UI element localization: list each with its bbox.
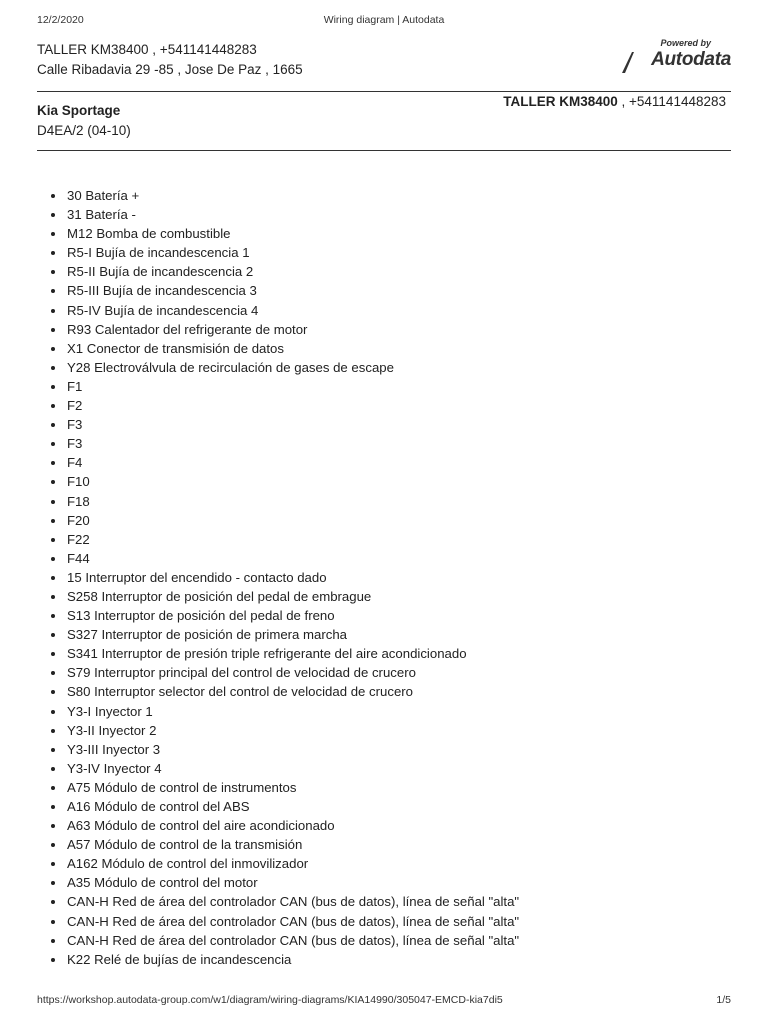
list-item: F18 xyxy=(67,492,519,511)
vehicle-divider xyxy=(37,150,731,151)
shop-phone: , +541141448283 xyxy=(617,94,726,109)
list-item: F1 xyxy=(67,377,519,396)
list-item: CAN-H Red de área del controlador CAN (bus de datos), línea de señal "alta" xyxy=(67,931,519,950)
list-item: S79 Interruptor principal del control de velocidad de crucero xyxy=(67,663,519,682)
print-footer xyxy=(37,994,731,1008)
list-item: S80 Interruptor selector del control de velocidad de crucero xyxy=(67,682,519,701)
shop-name-phone: TALLER KM38400 , +541141448283 xyxy=(37,42,257,57)
print-header xyxy=(37,14,731,30)
list-item: R5-III Bujía de incandescencia 3 xyxy=(67,281,519,300)
print-page-title: Wiring diagram | Autodata xyxy=(323,14,445,26)
list-item: Y3-III Inyector 3 xyxy=(67,740,519,759)
list-item: Y3-I Inyector 1 xyxy=(67,702,519,721)
list-item: 31 Batería - xyxy=(67,205,519,224)
list-item: Y3-II Inyector 2 xyxy=(67,721,519,740)
list-item: 15 Interruptor del encendido - contacto dado xyxy=(67,568,519,587)
header-divider xyxy=(37,91,731,92)
shop-name: TALLER KM38400 xyxy=(503,94,618,109)
list-item: A162 Módulo de control del inmovilizador xyxy=(67,854,519,873)
autodata-logo xyxy=(621,38,731,78)
vehicle-engine-code: D4EA/2 (04-10) xyxy=(37,123,131,138)
autodata-brand: Autodata xyxy=(651,49,731,70)
list-item: K22 Relé de bujías de incandescencia xyxy=(67,950,519,969)
list-item: F3 xyxy=(67,434,519,453)
list-item: S258 Interruptor de posición del pedal de embrague xyxy=(67,587,519,606)
list-item: M12 Bomba de combustible xyxy=(67,224,519,243)
list-item: Y3-IV Inyector 4 xyxy=(67,759,519,778)
list-item: F4 xyxy=(67,453,519,472)
list-item: R93 Calentador del refrigerante de motor xyxy=(67,320,519,339)
list-item: A63 Módulo de control del aire acondicionado xyxy=(67,816,519,835)
list-item: S327 Interruptor de posición de primera marcha xyxy=(67,625,519,644)
list-item: A75 Módulo de control de instrumentos xyxy=(67,778,519,797)
list-item: S13 Interruptor de posición del pedal de freno xyxy=(67,606,519,625)
list-item: A35 Módulo de control del motor xyxy=(67,873,519,892)
print-url: https://workshop.autodata-group.com/w1/diagram/wiring-diagrams/KIA14990/305047-EMCD-kia7di5 xyxy=(37,994,503,1006)
vehicle-make-model: Kia Sportage xyxy=(37,103,121,118)
print-date: 12/2/2020 xyxy=(37,14,84,26)
list-item: 30 Batería + xyxy=(67,186,519,205)
list-item: R5-I Bujía de incandescencia 1 xyxy=(67,243,519,262)
vehicle-info xyxy=(37,101,131,141)
page-number: 1/5 xyxy=(716,994,731,1006)
list-item: F20 xyxy=(67,511,519,530)
list-item: F3 xyxy=(67,415,519,434)
list-item: Y28 Electroválvula de recirculación de gases de escape xyxy=(67,358,519,377)
autodata-swoosh-icon xyxy=(621,50,635,74)
shop-contact-right xyxy=(503,93,726,111)
list-item: R5-II Bujía de incandescencia 2 xyxy=(67,262,519,281)
list-item: F22 xyxy=(67,530,519,549)
list-item: CAN-H Red de área del controlador CAN (bus de datos), línea de señal "alta" xyxy=(67,892,519,911)
list-item: A16 Módulo de control del ABS xyxy=(67,797,519,816)
list-item: F10 xyxy=(67,472,519,491)
list-item: A57 Módulo de control de la transmisión xyxy=(67,835,519,854)
list-item: R5-IV Bujía de incandescencia 4 xyxy=(67,301,519,320)
list-item: F44 xyxy=(67,549,519,568)
shop-address-block xyxy=(37,40,303,80)
shop-address: Calle Ribadavia 29 -85 , Jose De Paz , 1665 xyxy=(37,62,303,77)
component-list xyxy=(37,186,519,969)
list-item: X1 Conector de transmisión de datos xyxy=(67,339,519,358)
powered-by-label: Powered by xyxy=(660,38,711,48)
list-item: CAN-H Red de área del controlador CAN (bus de datos), línea de señal "alta" xyxy=(67,912,519,931)
list-item: S341 Interruptor de presión triple refrigerante del aire acondicionado xyxy=(67,644,519,663)
list-item: F2 xyxy=(67,396,519,415)
